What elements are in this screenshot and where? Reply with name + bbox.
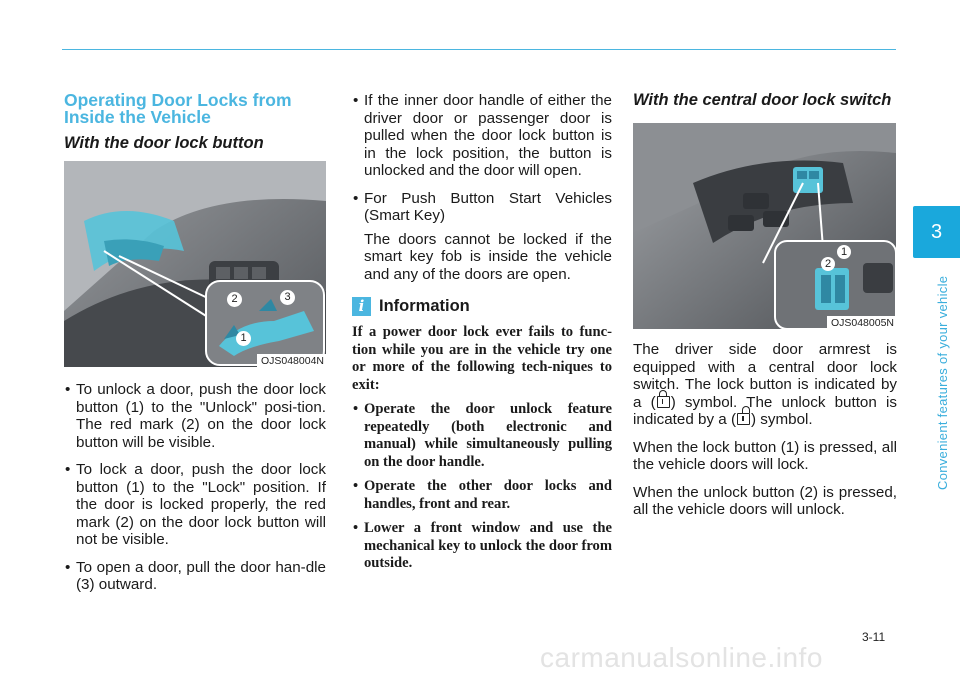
chapter-title: Convenient features of your vehicle xyxy=(935,275,950,490)
information-list xyxy=(352,401,612,573)
door-lock-button-photo xyxy=(64,161,326,367)
list-item: • If the inner door handle of either the driver door or passenger door is pulled when the door lock button is in the lock position, the button is unlocked and the door will open. xyxy=(352,92,612,180)
description-text: The driver side door armrest is equipped with a central door lock switch. The lock button is indicated by a ( xyxy=(633,341,897,411)
list-item: • Operate the other door locks and handles, front and rear. xyxy=(352,478,612,513)
lock-button-text: When the lock button (1) is pressed, all the vehicle doors will lock. xyxy=(633,438,897,473)
column-middle xyxy=(352,92,612,580)
list-item: • Lower a front window and use the mechanical key to unlock the door from outside. xyxy=(352,520,612,573)
section-heading: Operating Door Locks from Inside the Vehicle xyxy=(64,90,292,127)
chapter-tab xyxy=(913,206,960,258)
list-item xyxy=(352,190,612,225)
figure-caption: OJS048005N xyxy=(827,316,896,329)
instruction-list xyxy=(352,92,612,225)
list-item: • To unlock a door, push the door lock button (1) to the "Unlock" posi-tion. The red mark (2) on the door lock button will be visible. xyxy=(64,381,326,451)
callout-1: 1 xyxy=(837,245,851,259)
list-item: • To open a door, pull the door han-dle (3) outward. xyxy=(64,559,326,594)
smart-key-note: The doors cannot be locked if the smart key fob is inside the vehicle and any of the doors are open. xyxy=(364,230,612,283)
column-left xyxy=(64,92,326,604)
information-title: Information xyxy=(379,296,470,315)
chapter-number: 3 xyxy=(930,221,943,243)
description-text: ) symbol. The unlock button is indicated by a ( xyxy=(633,393,897,428)
info-icon: i xyxy=(352,297,371,316)
watermark: carmanualsonline.info xyxy=(540,642,823,673)
callout-2: 2 xyxy=(227,292,242,307)
page-number: 3-11 xyxy=(862,630,886,644)
callout-3: 3 xyxy=(280,290,295,305)
instruction-list xyxy=(64,381,326,594)
information-header xyxy=(352,297,612,316)
unlock-button-text: When the unlock button (2) is pressed, all the vehicle doors will unlock. xyxy=(633,483,897,518)
list-item-text: For Push Button Start Vehicles (Smart Key) xyxy=(364,189,612,224)
subsection-heading: With the central door lock switch xyxy=(633,91,892,109)
lock-open-icon xyxy=(737,413,750,425)
door-interior-illustration xyxy=(64,161,326,367)
list-item: • To lock a door, push the door lock button (1) to the "Lock" position. If the door is locked properly, the red mark (2) on the door lock button will not be visible. xyxy=(64,461,326,549)
lock-closed-icon xyxy=(657,396,670,408)
central-lock-description xyxy=(633,341,897,429)
column-right xyxy=(633,92,897,529)
information-text: If a power door lock ever fails to func-tion while you are in the vehicle try one or more of the following tech-niques to exit: xyxy=(352,324,612,393)
callout-1: 1 xyxy=(236,331,251,346)
armrest-switch-illustration xyxy=(633,123,896,329)
header-rule xyxy=(62,49,896,50)
subsection-heading: With the door lock button xyxy=(64,134,264,152)
information-body xyxy=(352,324,612,573)
figure-caption: OJS048004N xyxy=(257,354,326,367)
description-text: ) symbol. xyxy=(751,411,813,428)
list-item: • Operate the door unlock feature repeatedly (both electronic and manual) while simultaneously pulling on the door handle. xyxy=(352,401,612,471)
central-door-lock-photo xyxy=(633,123,896,329)
callout-2: 2 xyxy=(821,257,835,271)
